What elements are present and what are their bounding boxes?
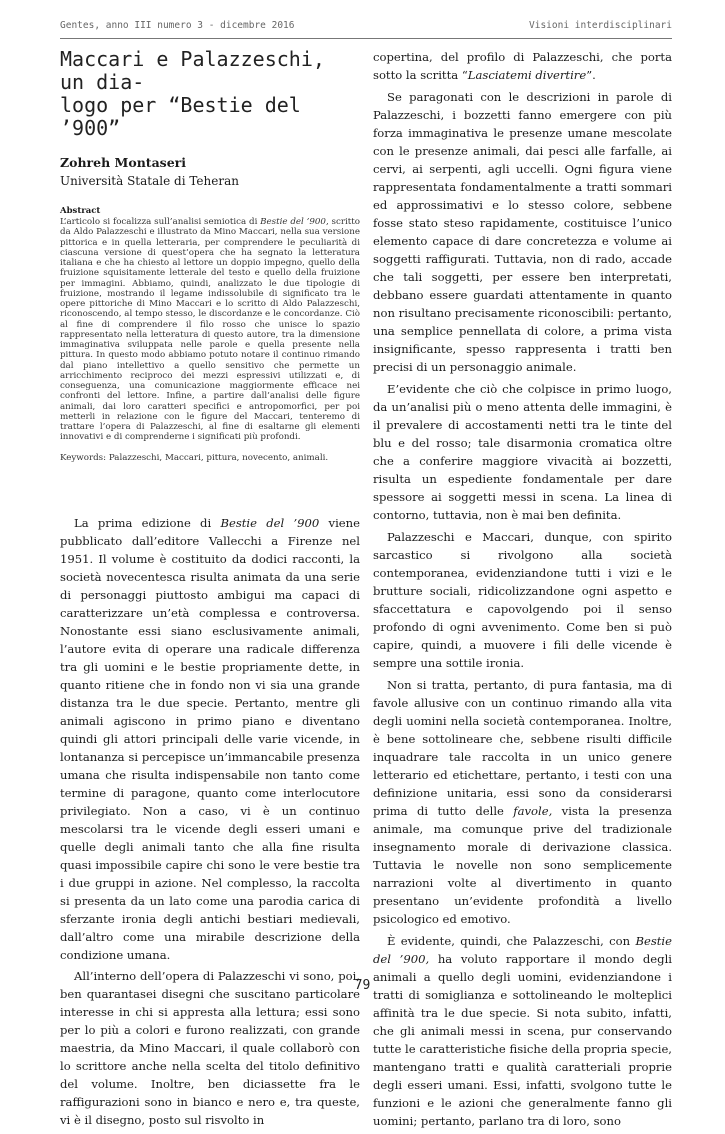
journal-section: Visioni interdisciplinari [529,20,672,31]
body-book-title: Bestie del ’900 [220,515,320,530]
keywords: Keywords: Palazzeschi, Maccari, pittura, novecento, animali. [60,452,329,463]
body-book-title: Bestie del ’900, [373,934,672,966]
page-number: 79 [354,978,371,993]
body-quote-title: Lasciatemi divertire [467,68,587,82]
journal-issue: Gentes, anno III numero 3 - dicembre 2016 [60,20,295,31]
article-title [60,48,360,140]
body-italic-word: favole, [513,804,553,818]
body-paragraph-4: E’evidente che ciò che colpisce in primo luogo, da un’analisi più o meno attenta delle immagini, è il prevalere di accostamenti netti tra le tinte del blu e del rosso; tale disarmonia cromatica oltre che a conferire maggiore vivacità ai bozzetti, risulta un espediente fondamentale per dare spessore ai soggetti messi in scena. La linea di contorno, tuttavia, non è mai ben definita. [373,382,672,522]
author-affiliation: Università Statale di Teheran [60,174,239,188]
body-paragraph-7 [373,932,672,1130]
title-line-1: Maccari e Palazzeschi, un dia- [60,47,325,94]
abstract-book-title: Bestie del ’900 [260,217,326,227]
header-rule [60,38,672,39]
abstract-text [60,217,360,443]
body-paragraph-1 [60,514,360,964]
body-text: È evidente, quindi, che Palazzeschi, con [387,934,636,948]
body-paragraph-2: All’interno dell’opera di Palazzeschi vi sono, poi, ben quarantasei disegni che suscitano particolare interesse in chi si appresta alla lettura; essi sono per lo più a colori e furono realizzati, con grande maestria, da Mino Maccari, il quale collaborò con lo scrittore anche nella scelta del titolo definitivo del volume. Inoltre, ben diciassette fra le raffigurazioni sono in bianco e nero e, tra queste, vi è il disegno, posto sul risvolto in [60,968,360,1127]
body-paragraph-3: Se paragonati con le descrizioni in parole di Palazzeschi, i bozzetti fanno emergere con più forza immaginativa le presenze umane mescolate con le presenze animali, dai pesci alle farfalle, ai cervi, ai serpenti, agli uccelli. Ogni figura viene rappresentata fondamentalmente a tratti sommari ed approssimativi e lo stesso colore, sebbene fosse stato steso rapidamente, costituisce l’unico elemento capace di dare concretezza e volume ai soggetti raffigurati. Tuttavia, non di rado, accade che tali soggetti, per essere ben interpretati, debbano essere guardati attentamente in quanto non risultano precisamente riconoscibili: pertanto, una semplice pennellata di colore, a prima vista insignificante, spesso rappresenta i tratti ben precisi di un personaggio animale. [373,90,672,374]
right-column [373,48,672,1134]
running-header [60,20,672,36]
left-column [60,48,360,1132]
body-text: ha voluto rapportare il mondo degli animali a quello degli uomini, evidenziandone i tratti di somiglianza e sottolineando le molteplici affinità tra le due specie. Si nota subito, infatti, che gli animali messi in scena, pur conservando tutte le caratteristiche fisiche della propria specie, mantengano tratti e qualità caratteriali proprie degli esseri umani. Essi, infatti, svolgono tutte le funzioni e le azioni che generalmente fanno gli uomini; pertanto, parlano tra di loro, sono [373,952,672,1128]
body-text: Non si tratta, pertanto, di pura fantasia, ma di favole allusive con un continuo rimando alla vita degli uomini nella società contemporanea. Inoltre, è bene sottolineare che, sebbene risulti difficile inquadrare tale raccolta in un unico genere letterario ed etichettare, pertanto, i testi con una definizione unitaria, essi sono da considerarsi prima di tutto delle [373,678,672,818]
body-paragraph-2-continued [373,48,672,84]
body-text: vista la presenza animale, ma comunque prive del tradizionale insegnamento morale di derivazione classica. Tuttavia le novelle non sono semplicemente narrazioni volte al divertimento in quanto presentano un’evidente profondità a livello psicologico ed emotivo. [373,804,672,926]
abstract-heading: Abstract [60,206,101,216]
body-text: La prima edizione di [74,515,221,530]
abstract-text-part: L’articolo si focalizza sull’analisi semiotica di [60,217,261,227]
body-paragraph-5: Palazzeschi e Maccari, dunque, con spirito sarcastico si rivolgono alla società contemporanea, evidenziandone tutti i vizi e le brutture sociali, ridicolizzandone ogni aspetto e sfaccettatura e capovolgendo poi il senso profondo di ogni avvenimento. Come ben si può capire, quindi, a muovere i fili delle vicende è sempre una sottile ironia. [373,530,672,670]
body-text: copertina, del profilo di Palazzeschi, che porta sotto la scritta “ [373,50,672,82]
body-text: viene pubblicato dall’editore Vallecchi a Firenze nel 1951. Il volume è costituito da dodici racconti, la società novecentesca risulta animata da una serie di personaggi piuttosto ambigui ma capaci di caratterizzare un’età complessa e controversa. Nonostante essi siano esclusivamente animali, l’autore evita di operare una radicale differenza tra gli uomini e le bestie propriamente dette, in quanto ritiene che in fondo non vi sia una grande distanza tra le due specie. Pertanto, mentre gli animali agiscono in primo piano e diventano quindi gli attori principali delle varie vicende, in lontananza si percepisce un’immancabile presenza umana che risulta indispensabile non tanto come termine di paragone, quanto come interlocutore privilegiato. Non a caso, vi è un continuo mescolarsi tra le vicende degli esseri umani e quelle degli animali tanto che alla fine risulta quasi impossibile capire chi sono le vere bestie tra i due gruppi in azione. Nel complesso, la raccolta si presenta da un lato come una parodia carica di sferzante ironia degli antichi bestiari medievali, dall’altro come una mirabile descrizione della condizione umana. [60,515,360,962]
title-line-2: logo per “Bestie del ’900” [60,93,301,140]
body-text: ”. [586,68,596,82]
abstract-text-part: , scritto da Aldo Palazzeschi e illustrato da Mino Maccari, nella sua versione pittorica e in quella letteraria, per comprendere le peculiarità di ciascuna versione di quest’opera che ha segnato la letteratura italiana e che ha chiesto al lettore un doppio impegno, quello della fruizione squisitamente letterale del testo e quello della fruizione per immagini. Abbiamo, quindi, analizzato le due tipologie di fruizione, mostrando il legame indissolubile di significato tra le opere pittoriche di Mino Maccari e lo scritto di Aldo Palazzeschi, riconoscendo, al tempo stesso, le discordanze e le concordanze. Ciò al fine di comprendere il filo rosso che unisce lo spazio rappresentato nella letteratura di questo autore, tra la dimensione immaginativa sviluppata nelle parole e quella presente nella pittura. In questo modo abbiamo potuto notare il continuo rimando dal piano intellettivo a quello sensitivo che permette un arricchimento reciproco dei mezzi espressivi utilizzati e, di conseguenza, una comunicazione maggiormente efficace nei confronti del lettore. Infine, a partire dall’analisi delle figure animali, dai loro caratteri specifici e antropomorfici, per poi metterli in relazione con le figure del Maccari, tenteremo di trattare l’opera di Palazzeschi, al fine di esaltarne gli elementi innovativi e di comprenderne i significati più profondi. [60,217,360,443]
author-name: Zohreh Montaseri [60,155,186,170]
body-paragraph-6 [373,676,672,928]
